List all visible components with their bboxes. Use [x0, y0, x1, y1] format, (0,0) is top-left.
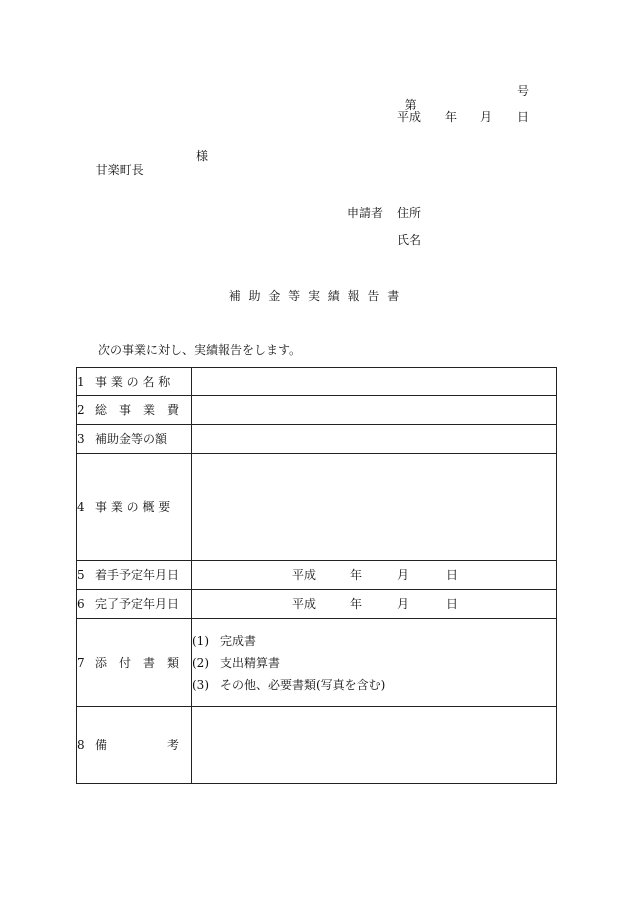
row-number: 2 [77, 403, 85, 417]
date-month: 月 [397, 597, 410, 611]
attachment-text: 完成書 [220, 633, 257, 648]
attachment-number: (1) [192, 633, 209, 648]
row-label [77, 454, 192, 561]
remarks-field[interactable] [192, 707, 557, 784]
row-label [77, 396, 192, 425]
date-day: 日 [446, 597, 459, 611]
completion-date-field[interactable] [192, 590, 557, 619]
total-cost-field[interactable] [192, 396, 557, 425]
start-date-field[interactable] [192, 561, 557, 590]
row-label-text: 着手予定年月日 [95, 568, 180, 582]
row-number: 5 [77, 568, 85, 582]
row-label [77, 590, 192, 619]
number-suffix: 号 [517, 84, 530, 98]
date-month: 月 [397, 568, 410, 582]
row-label-text: 総 事 業 費 [95, 403, 180, 417]
attachment-item [192, 674, 556, 696]
page-title: 補 助 金 等 実 績 報 告 書 [228, 289, 402, 303]
date-day: 日 [517, 110, 530, 124]
table-row [77, 454, 557, 561]
date-day: 日 [446, 568, 459, 582]
applicant-name-label: 氏名 [397, 233, 422, 247]
attachment-item [192, 630, 556, 652]
table-row [77, 396, 557, 425]
project-summary-field[interactable] [192, 454, 557, 561]
document-date [397, 110, 530, 180]
addressee-honorific: 様 [196, 149, 209, 163]
applicant-label: 申請者 [347, 206, 384, 220]
row-label [77, 561, 192, 590]
attachment-item [192, 652, 556, 674]
row-label [77, 425, 192, 454]
row-label-text: 完了予定年月日 [95, 597, 180, 611]
row-number: 6 [77, 597, 85, 611]
row-number: 7 [77, 655, 85, 670]
attachments-field [192, 619, 557, 707]
row-number: 8 [77, 738, 85, 752]
date-year: 年 [350, 568, 363, 582]
date-era: 平成 [397, 110, 422, 124]
attachment-text: その他、必要書類(写真を含む) [220, 677, 386, 692]
table-row [77, 590, 557, 619]
row-label-text: 備 考 [95, 738, 180, 752]
table-row [77, 707, 557, 784]
table-row [77, 425, 557, 454]
row-number: 1 [77, 374, 85, 389]
addressee-name: 甘楽町長 [95, 163, 144, 177]
project-name-field[interactable] [192, 368, 557, 396]
report-table [76, 367, 557, 784]
table-row [77, 561, 557, 590]
row-label-text: 事 業 の 概 要 [95, 500, 171, 514]
row-label [77, 707, 192, 784]
attachment-text: 支出精算書 [220, 655, 281, 670]
table-row [77, 368, 557, 396]
intro-text: 次の事業に対し、実績報告をします。 [98, 343, 302, 357]
date-year: 年 [445, 110, 458, 124]
subsidy-amount-field[interactable] [192, 425, 557, 454]
date-era: 平成 [292, 597, 317, 611]
number-prefix: 第 [404, 98, 417, 112]
addressee [88, 149, 209, 191]
applicant-address-label: 住所 [397, 206, 422, 220]
row-number: 3 [77, 432, 85, 446]
table-row [77, 619, 557, 707]
attachment-number: (2) [192, 655, 209, 670]
attachment-number: (3) [192, 677, 209, 692]
row-label-text: 添 付 書 類 [95, 655, 180, 670]
date-era: 平成 [292, 568, 317, 582]
row-label [77, 619, 192, 707]
row-number: 4 [77, 500, 85, 514]
date-month: 月 [480, 110, 493, 124]
row-label-text: 補助金等の額 [95, 432, 168, 446]
row-label-text: 事 業 の 名 称 [95, 374, 171, 389]
row-label [77, 368, 192, 396]
date-year: 年 [350, 597, 363, 611]
